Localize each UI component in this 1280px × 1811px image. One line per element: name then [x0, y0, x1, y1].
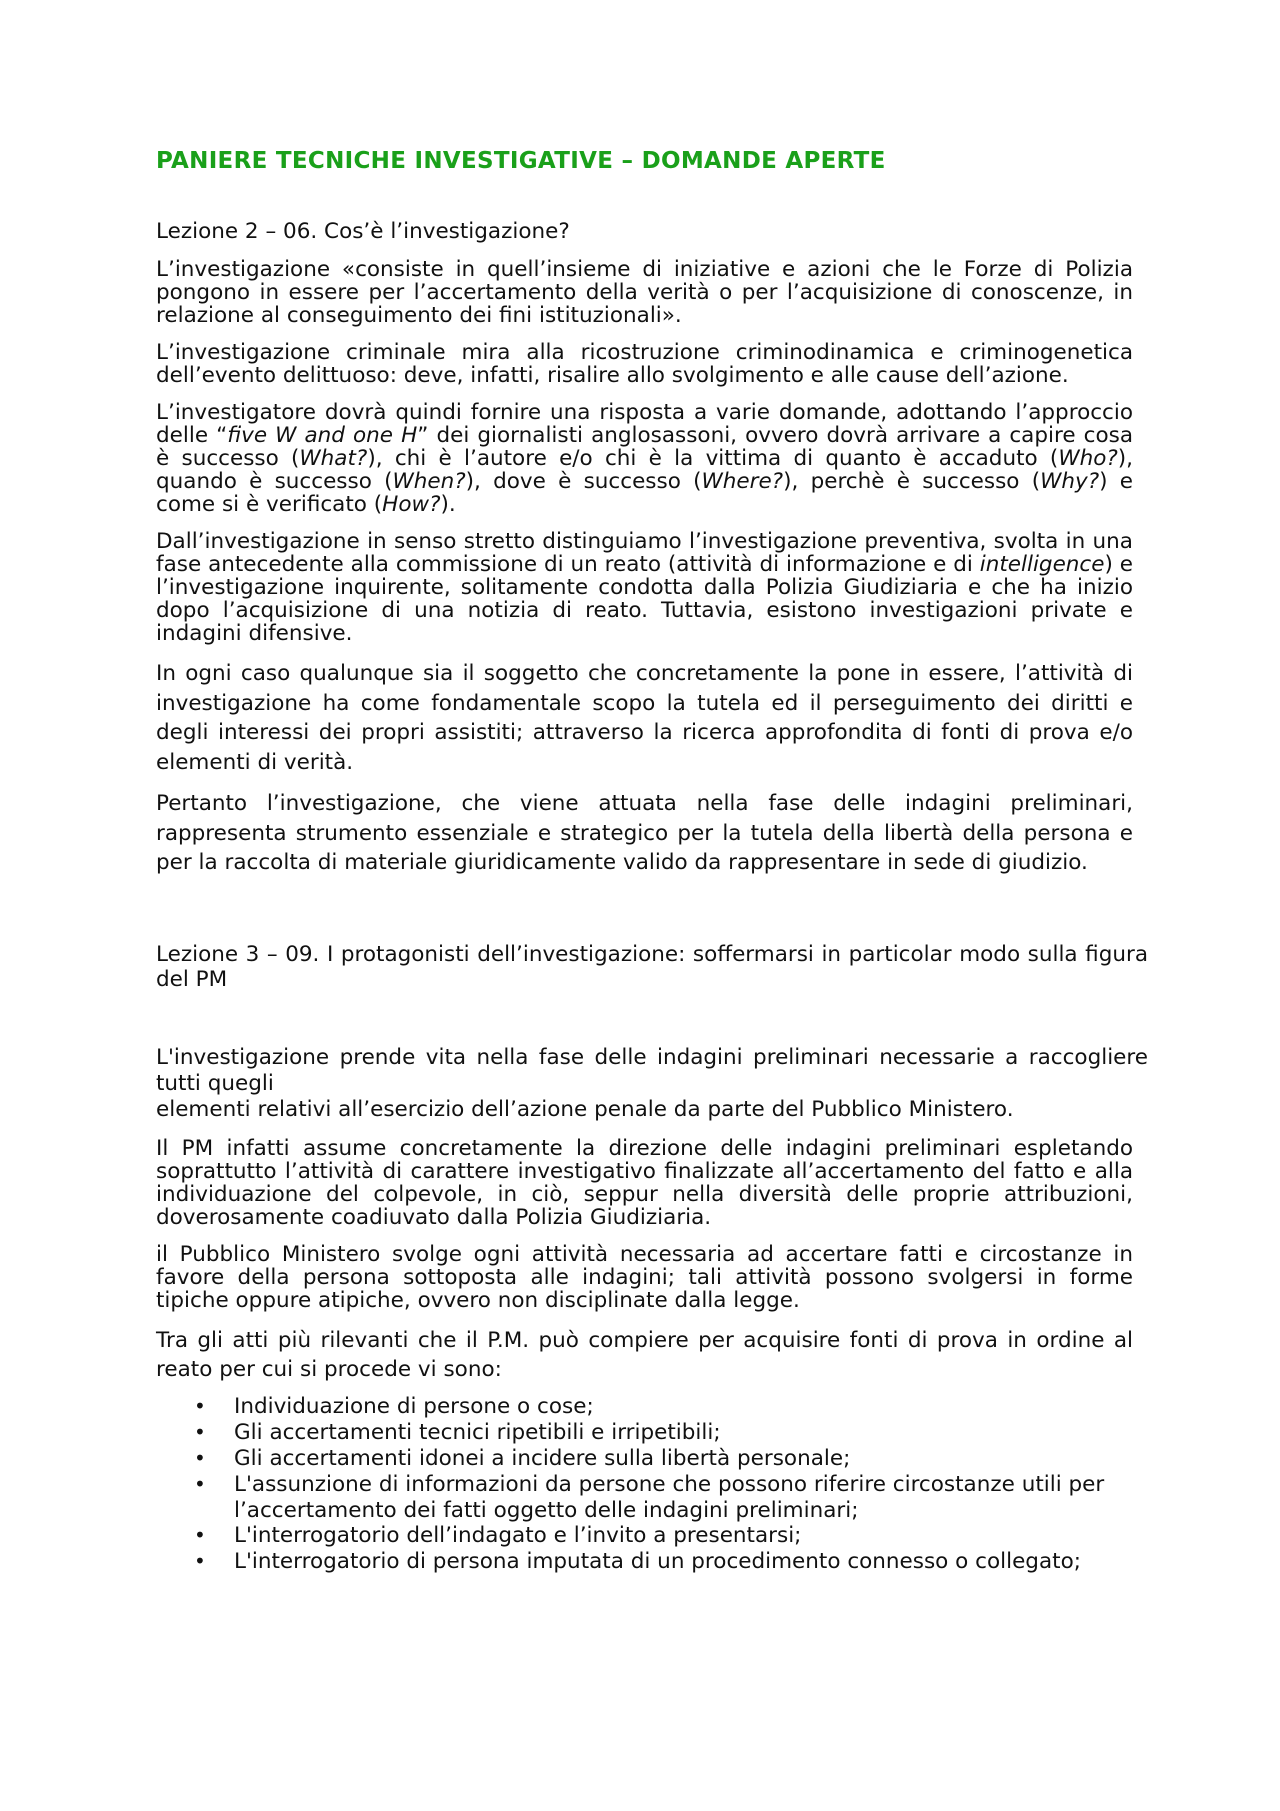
- bullet-icon: •: [194, 1394, 206, 1419]
- acts-list: [156, 1394, 1133, 1575]
- list-item: • Gli accertamenti tecnici ripetibili e irripetibili;: [194, 1420, 721, 1446]
- paragraph-purpose: In ogni caso qualunque sia il soggetto che concretamente la pone in essere, l’attività di investigazione ha come fondamentale scopo la tutela ed il perseguimento dei diritti e degli interessi dei propri assistiti; attraverso la ricerca approfondita di fonti di prova e/o elementi di verità.: [156, 661, 1133, 775]
- list-item: • L'assunzione di informazioni da persone che possono riferire circostanze utili per l’accertamento dei fatti oggetto delle indagini preliminari;: [194, 1471, 1105, 1523]
- list-item: • Gli accertamenti idonei a incidere sulla libertà personale;: [194, 1446, 851, 1472]
- list-item: • L'interrogatorio di persona imputata di un procedimento connesso o collegato;: [194, 1549, 1081, 1575]
- bullet-icon: •: [194, 1471, 206, 1496]
- lesson-heading-1: Lezione 2 – 06. Cos’è l’investigazione?: [156, 218, 570, 244]
- paragraph-conclusion: Pertanto l’investigazione, che viene attuata nella fase delle indagini preliminari, rappresenta strumento essenziale e strategico per la tutela della libertà della persona e per la raccolta di materiale giuridicamente valido da rappresentare in sede di giudizio.: [156, 791, 1133, 876]
- bullet-icon: •: [194, 1523, 206, 1548]
- bullet-icon: •: [194, 1420, 206, 1445]
- document-page: [156, 148, 1148, 1575]
- bullet-icon: •: [194, 1446, 206, 1471]
- paragraph-pm-direction: Il PM infatti assume concretamente la direzione delle indagini preliminari espletando soprattutto l’attività di carattere investigativo finalizzate all’accertamento del fatto e alla individuazione del colpevole, in ciò, seppur nella diversità delle proprie attribuzioni, doverosamente coadiuvato dalla Polizia Giudiziaria.: [156, 1135, 1133, 1230]
- document-title: PANIERE TECNICHE INVESTIGATIVE – DOMANDE APERTE: [156, 148, 886, 174]
- list-item: • Individuazione di persone o cose;: [194, 1394, 594, 1420]
- paragraph-pm-acts: Tra gli atti più rilevanti che il P.M. può compiere per acquisire fonti di prova in ordine al reato per cui si procede vi sono:: [156, 1327, 1133, 1382]
- paragraph-definition: L’investigazione «consiste in quell’insieme di iniziative e azioni che le Forze di Polizia pongono in essere per l’accertamento della verità o per l’acquisizione di conoscenze, in relazione al conseguimento dei fini istituzionali».: [156, 257, 1133, 329]
- paragraph-preventive-investigation: Dall’investigazione in senso stretto distinguiamo l’investigazione preventiva, svolta in una fase antecedente alla commissione di un reato (attività di informazione e di intelligence) e l’investigazione inquirente, solitamente condotta dalla Polizia Giudiziaria e che ha inizio dopo l’acquisizione di una notizia di reato. Tuttavia, esistono investigazioni private e indagini difensive.: [156, 529, 1134, 647]
- paragraph-pm-activities: il Pubblico Ministero svolge ogni attività necessaria ad accertare fatti e circostanze in favore della persona sottoposta alle indagini; tali attività possono svolgersi in forme tipiche oppure atipiche, ovvero non disciplinate dalla legge.: [156, 1241, 1133, 1313]
- paragraph-criminal-investigation: L’investigazione criminale mira alla ricostruzione criminodinamica e criminogenetica dell’evento delittuoso: deve, infatti, risalire allo svolgimento e alle cause dell’azione.: [156, 340, 1133, 389]
- paragraph-five-w: L’investigatore dovrà quindi fornire una risposta a varie domande, adottando l’approccio delle “five W and one H” dei giornalisti anglosassoni, ovvero dovrà arrivare a capire cosa è successo (What?), chi è l’autore e/o chi è la vittima di quanto è accaduto (Who?), quando è successo (When?), dove è successo (Where?), perchè è successo (Why?) e come si è verificato (How?).: [156, 400, 1134, 518]
- paragraph-pm-intro-2: elementi relativi all’esercizio dell’azione penale da parte del Pubblico Ministero.: [156, 1096, 1014, 1122]
- paragraph-pm-intro-1: L'investigazione prende vita nella fase delle indagini preliminari necessarie a raccogliere tutti quegli: [156, 1045, 1148, 1096]
- bullet-icon: •: [194, 1549, 206, 1574]
- lesson-heading-2: Lezione 3 – 09. I protagonisti dell’investigazione: soffermarsi in particolar modo sulla figura del PM: [156, 941, 1148, 993]
- list-item: • L'interrogatorio dell’indagato e l’invito a presentarsi;: [194, 1523, 802, 1549]
